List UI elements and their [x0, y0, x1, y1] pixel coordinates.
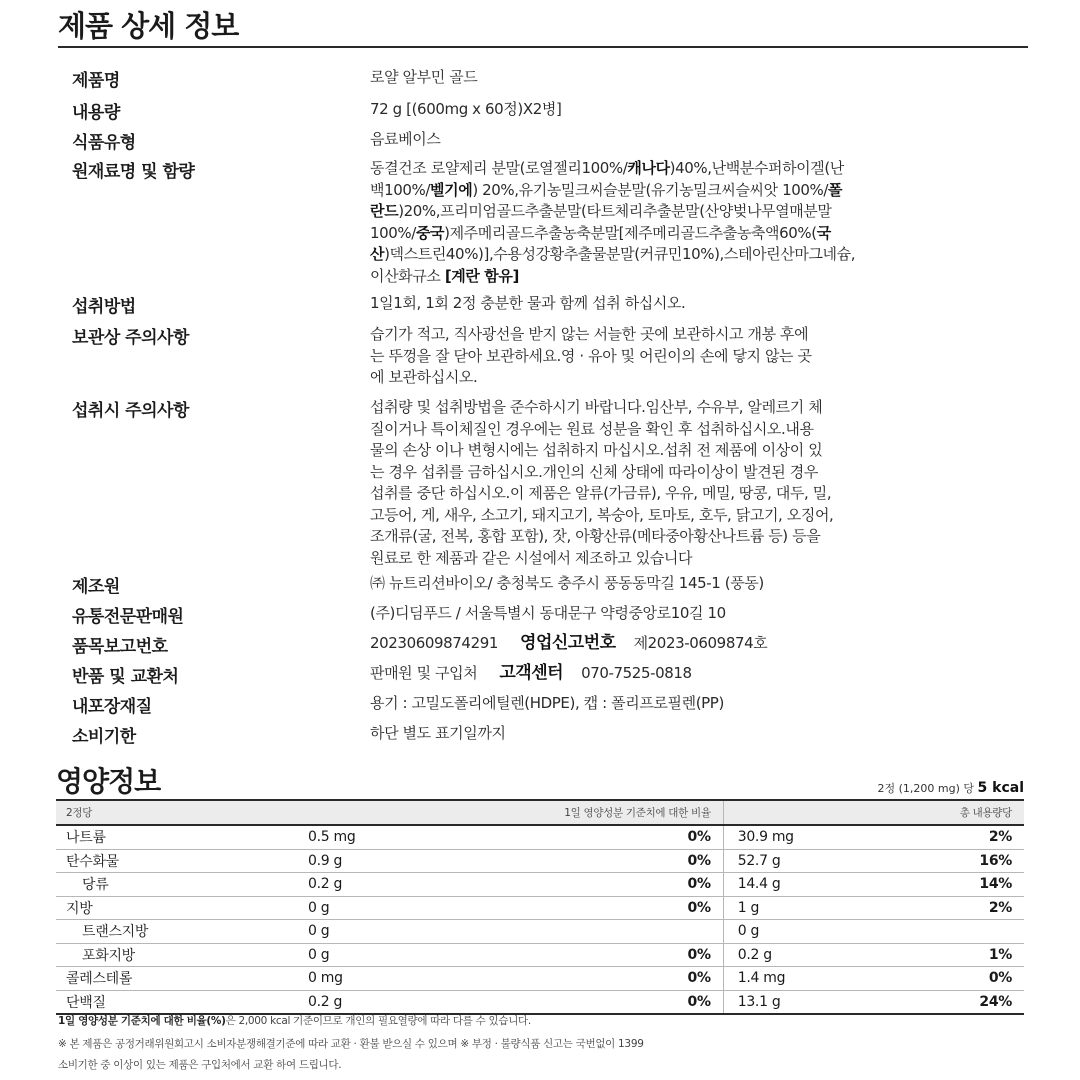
nutrient-daily-pct: 0%: [545, 943, 723, 967]
nutrient-daily-pct: [545, 920, 723, 944]
nutrient-total-pct: 2%: [907, 896, 1024, 920]
caution-text: [370, 397, 1024, 569]
nutrition-row: [56, 943, 1024, 967]
nutrient-amount: 0.2 g: [308, 873, 545, 897]
nutrition-row: [56, 896, 1024, 920]
nutrient-total-amount: 52.7 g: [723, 849, 907, 873]
info-label: 섭취시 주의사항: [72, 401, 189, 421]
nutrient-daily-pct: 0%: [545, 849, 723, 873]
info-value: 로얄 알부민 골드: [370, 68, 478, 86]
nutrition-row: [56, 967, 1024, 991]
ingredients-line: 동결건조 로얄제리 분말(로열젤리100%/캐나다)40%,난백분수퍼하이겔(난: [370, 159, 844, 177]
caution-line: 물의 손상 이나 변형시에는 섭취하지 마십시오.섭취 전 제품에 이상이 있: [370, 441, 823, 459]
ingredients-line: 이산화규소 [계란 함유]: [370, 266, 519, 285]
footnote-text: 은 2,000 kcal 기준이므로 개인의 필요열량에 따라 다를 수 있습니다.: [225, 1015, 531, 1027]
nutrient-total-amount: 14.4 g: [723, 873, 907, 897]
customer-center-phone: 070-7525-0818: [581, 664, 692, 682]
nutrition-row: [56, 849, 1024, 873]
notice-line: ※ 본 제품은 공정거래위원회고시 소비자분쟁해결기준에 따라 교환 · 환불 받으실 수 있으며 ※ 부정 · 불량식품 신고는 국번없이 1399: [58, 1038, 644, 1050]
info-label: 식품유형: [72, 133, 136, 153]
nutrient-daily-pct: 0%: [545, 990, 723, 1014]
info-value: 용기 : 고밀도폴리에틸렌(HDPE), 캡 : 폴리프로필렌(PP): [370, 694, 724, 712]
nutrient-total-amount: 0.2 g: [723, 943, 907, 967]
nutrition-row: [56, 990, 1024, 1014]
nutrient-name: 포화지방: [56, 943, 308, 967]
storage-line: 는 뚜껑을 잘 닫아 보관하세요.영 · 유아 및 어린이의 손에 닿지 않는 곳: [370, 346, 812, 365]
nutrient-total-pct: [907, 920, 1024, 944]
nutrient-total-pct: 16%: [907, 849, 1024, 873]
ingredients-line: 100%/중국)제주메리골드추출농축분말[제주메리골드추출농축액60%(국: [370, 223, 831, 242]
caution-line: 는 경우 섭취를 금하십시오.개인의 신체 상태에 따라이상이 발견된 경우: [370, 462, 818, 481]
nutrient-amount: 0.9 g: [308, 849, 545, 873]
storage-line: 에 보관하십시오.: [370, 368, 478, 386]
info-value: (주)디딤푸드 / 서울특별시 동대문구 약령중앙로10길 10: [370, 604, 726, 622]
nutrient-total-pct: 14%: [907, 873, 1024, 897]
nutrient-name: 콜레스테롤: [56, 967, 308, 991]
nutrition-rows: [56, 825, 1024, 1014]
info-label: 유통전문판매원: [72, 607, 184, 627]
nutrient-daily-pct: 0%: [545, 825, 723, 849]
caution-line: 고등어, 게, 새우, 소고기, 돼지고기, 복숭아, 토마토, 호두, 닭고기, 오징어,: [370, 505, 834, 524]
caution-line: 섭취량 및 섭취방법을 준수하시기 바랍니다.임산부, 수유부, 알레르기 체: [370, 398, 823, 416]
nutrient-amount: 0 g: [308, 920, 545, 944]
business-report-number: 제2023-0609874호: [633, 634, 768, 652]
title-divider: [58, 46, 1028, 48]
nutrient-total-pct: 2%: [907, 825, 1024, 849]
storage-text: [370, 324, 1024, 389]
nutrient-total-pct: 1%: [907, 943, 1024, 967]
returns-place: 판매원 및 구입처: [370, 664, 478, 682]
nutrition-header-row: [56, 801, 1024, 825]
info-label: 반품 및 교환처: [72, 667, 179, 687]
nutrient-total-amount: 13.1 g: [723, 990, 907, 1014]
nutrient-total-pct: 0%: [907, 967, 1024, 991]
info-label: 내용량: [72, 103, 120, 123]
nutrient-daily-pct: 0%: [545, 967, 723, 991]
nutrient-daily-pct: 0%: [545, 896, 723, 920]
info-value: 72 g [(600mg x 60정)X2병]: [370, 100, 562, 118]
nutrient-name: 탄수화물: [56, 849, 308, 873]
serving-text: 2정 (1,200 mg) 당: [877, 782, 975, 795]
ingredients-line: 란드)20%,프리미엄골드추출분말(타트체리추출분말(산양벚나무열매분말: [370, 202, 832, 220]
nutrient-amount: 0.2 g: [308, 990, 545, 1014]
nutrient-name: 단백질: [56, 990, 308, 1014]
customer-center-label: 고객센터: [499, 663, 564, 683]
nutrient-total-amount: 1.4 mg: [723, 967, 907, 991]
ingredients-line: 백100%/벨기에) 20%,유기농밀크씨슬분말(유기농밀크씨슬씨앗 100%/폴: [370, 180, 843, 199]
caution-line: 섭취를 중단 하십시오.이 제품은 알류(가금류), 우유, 메밀, 땅콩, 대두, 밀,: [370, 484, 832, 502]
nutrient-daily-pct: 0%: [545, 873, 723, 897]
nutrition-table: [56, 801, 1024, 1015]
report-number: 20230609874291: [370, 634, 499, 652]
nutrient-amount: 0 g: [308, 943, 545, 967]
nutrition-row: [56, 873, 1024, 897]
nutrient-amount: 0 g: [308, 896, 545, 920]
info-value: 음료베이스: [370, 130, 441, 148]
info-label: 섭취방법: [72, 297, 136, 317]
business-report-label: 영업신고번호: [520, 633, 616, 653]
ingredients-text: [370, 158, 1024, 287]
notice-line: 소비기한 중 이상이 있는 제품은 구입처에서 교환 하여 드립니다.: [58, 1059, 342, 1071]
info-label: 보관상 주의사항: [72, 328, 189, 348]
info-label: 소비기한: [72, 727, 136, 747]
nutrient-name: 나트륨: [56, 825, 308, 849]
info-label: 내포장재질: [72, 697, 152, 717]
caution-line: 조개류(굴, 전복, 홍합 포함), 잣, 아황산류(메타중아황산나트륨 등) 등을: [370, 527, 821, 545]
info-value: ㈜ 뉴트리션바이오/ 충청북도 충주시 풍동동막길 145-1 (풍동): [370, 574, 764, 592]
nutrient-name: 트랜스지방: [56, 920, 308, 944]
ingredients-line: 산)덱스트린40%)],수용성강황추출물분말(커큐민10%),스테아린산마그네슘,: [370, 245, 856, 263]
info-label: 제조원: [72, 577, 120, 597]
info-value: [370, 633, 1024, 655]
info-value: 하단 별도 표기일까지: [370, 724, 506, 742]
nutrient-name: 당류: [56, 873, 308, 897]
info-label: 제품명: [72, 71, 120, 91]
daily-value-footnote: [58, 1013, 1028, 1028]
page-title: 제품 상세 정보: [58, 9, 239, 43]
storage-line: 습기가 적고, 직사광선을 받지 않는 서늘한 곳에 보관하시고 개봉 후에: [370, 325, 809, 343]
nutrition-row: [56, 920, 1024, 944]
footnote-bold: 1일 영양성분 기준치에 대한 비율(%): [58, 1015, 226, 1027]
nutrient-total-pct: 24%: [907, 990, 1024, 1014]
nutrition-title: 영양정보: [56, 765, 161, 798]
info-label: 원재료명 및 함량: [72, 162, 195, 182]
serving-kcal: 5 kcal: [977, 780, 1024, 796]
caution-line: 원료로 한 제품과 같은 시설에서 제조하고 있습니다: [370, 548, 693, 567]
nutrition-row: [56, 825, 1024, 849]
nutrient-amount: 0.5 mg: [308, 825, 545, 849]
info-label: 품목보고번호: [72, 637, 168, 657]
header-per-serving: 2정당: [56, 801, 308, 825]
serving-size: [878, 780, 1025, 796]
header-total: 총 내용량당: [723, 801, 1024, 825]
caution-line: 질이거나 특이체질인 경우에는 원료 성분을 확인 후 섭취하십시오.내용: [370, 419, 814, 438]
nutrient-total-amount: 0 g: [723, 920, 907, 944]
info-value: [370, 663, 1024, 685]
info-value: 1일1회, 1회 2정 충분한 물과 함께 섭취 하십시오.: [370, 294, 686, 312]
header-daily-value: 1일 영양성분 기준치에 대한 비율: [308, 801, 723, 825]
nutrient-amount: 0 mg: [308, 967, 545, 991]
nutrient-total-amount: 1 g: [723, 896, 907, 920]
nutrient-name: 지방: [56, 896, 308, 920]
nutrient-total-amount: 30.9 mg: [723, 825, 907, 849]
